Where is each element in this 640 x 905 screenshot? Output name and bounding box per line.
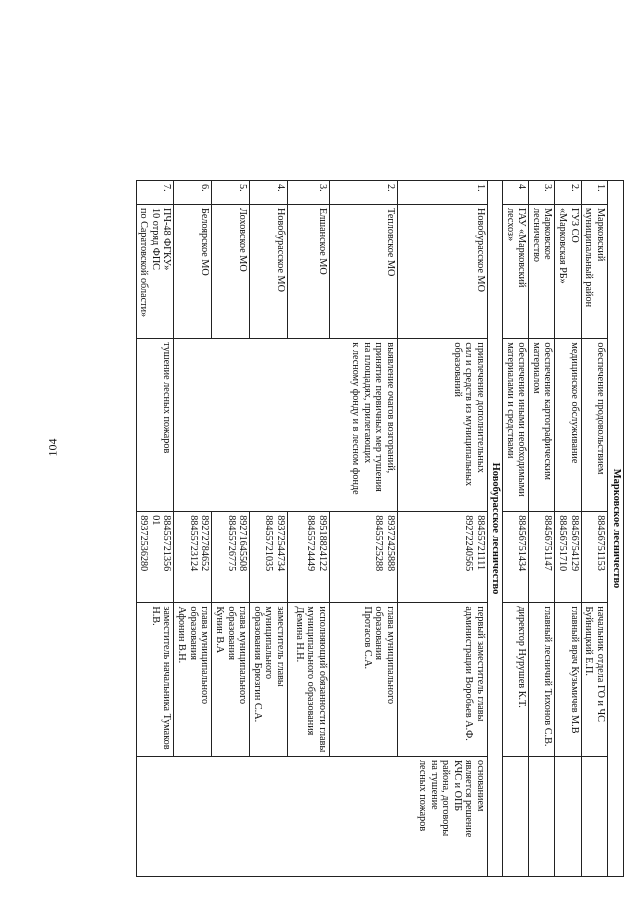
organization-cell: [555, 205, 581, 339]
cell-text-line: на площадях, прилегающих: [361, 342, 373, 464]
cell-text-line: лесхоз»: [504, 208, 516, 242]
cell-text-line: Лоховское МО: [237, 208, 249, 272]
cell-text-line: 10 отряд ФПС: [149, 208, 161, 270]
cell-text-line: 89372425888: [385, 515, 397, 572]
task-cell: [555, 339, 581, 512]
cell-text-line: 88455723124: [187, 515, 199, 572]
row-number-cell: 5.: [212, 181, 250, 205]
phone-cell: [555, 512, 581, 603]
row-number-cell: 1.: [581, 181, 607, 205]
phone-cell: [330, 512, 398, 603]
cell-text-line: администрации Воробьев А.Ф.: [463, 606, 475, 741]
organization-cell: [581, 205, 607, 339]
responsible-cell: [529, 603, 555, 757]
cell-text-line: КЧС и ОПБ: [451, 759, 463, 812]
cell-text-line: Елшанское МО: [317, 208, 329, 275]
cell-text-line: исполняющий обязанности главы: [317, 606, 329, 753]
cell-text-line: Белоярское МО: [199, 208, 211, 276]
phone-cell: [581, 512, 607, 603]
cell-text-line: 01: [149, 515, 161, 526]
row-number-cell: 1.: [398, 181, 488, 205]
cell-text-line: заместитель начальника Тумаков Н.В.: [149, 606, 173, 750]
cell-text-line: «Марковская РБ»: [557, 208, 569, 284]
task-cell: [136, 339, 174, 512]
cell-text-line: 88456751153: [595, 515, 606, 571]
cell-text-line: Тепловское МО: [385, 208, 397, 277]
organization-cell: [529, 205, 555, 339]
responsible-cell: [136, 603, 174, 757]
row-number-cell: 7.: [136, 181, 174, 205]
task-cell: [398, 339, 488, 512]
rotated-table-container: [92, 180, 624, 877]
section-title: Новобурасское лесничество: [488, 181, 503, 877]
cell-text-line: района, договоры: [440, 759, 452, 837]
cell-text-line: Кунин В.А: [213, 606, 225, 654]
cell-text-line: тушение лесных пожаров: [161, 342, 173, 454]
organization-cell: [136, 205, 174, 339]
cell-text-line: по Саратовской области»: [138, 208, 150, 318]
cell-text-line: 88455724449: [305, 515, 317, 572]
task-cell: [503, 339, 529, 512]
organization-cell: [503, 205, 529, 339]
section-header-row: [488, 181, 503, 877]
note-cell: [136, 756, 488, 876]
cell-text-line: Демина Н.Н.: [293, 606, 305, 663]
section-header-row: [608, 181, 624, 877]
responsible-cell: [212, 603, 250, 757]
responsible-cell: [503, 603, 529, 757]
cell-text-line: глава муниципального образования: [187, 606, 211, 705]
cell-text-line: Новобурасское МО: [275, 208, 287, 292]
cell-text-line: Буйницкий Е.П.: [583, 606, 595, 676]
phone-cell: [503, 512, 529, 603]
responsible-cell: [555, 603, 581, 757]
cell-text-line: 88456751710: [557, 515, 569, 572]
cell-text-line: 88455721356: [161, 515, 173, 572]
resources-table: [136, 180, 624, 877]
responsible-cell: [288, 603, 330, 757]
cell-text-line: 89271645508: [237, 515, 249, 572]
note-cell: [503, 756, 529, 876]
table-row: [581, 181, 607, 877]
row-number-cell: 4.: [250, 181, 288, 205]
cell-text-line: к лесному фонду и в лесном фонде: [350, 342, 362, 495]
responsible-cell: [581, 603, 607, 757]
cell-text-line: глава муниципального образования: [225, 606, 249, 705]
row-number-cell: 6.: [174, 181, 212, 205]
cell-text-line: главный лесничий Тихонов С.В.: [542, 606, 554, 747]
cell-text-line: главный врач Кузьмичев М.В: [568, 606, 580, 734]
row-number-cell: 4: [503, 181, 529, 205]
table-row: [555, 181, 581, 877]
page-number: 104: [45, 438, 60, 457]
cell-text-line: директор Нурушев К.Т.: [516, 606, 528, 708]
cell-text-line: 88455726775: [225, 515, 237, 572]
row-number-cell: 2.: [555, 181, 581, 205]
cell-text-line: 88455721111: [475, 515, 487, 571]
cell-text-line: глава муниципального образования: [373, 606, 397, 705]
organization-cell: [330, 205, 398, 339]
cell-text-line: выявление очагов возгораний,: [385, 342, 397, 474]
organization-cell: [174, 205, 212, 339]
cell-text-line: на тушение: [428, 759, 440, 810]
responsible-cell: [398, 603, 488, 757]
organization-cell: [212, 205, 250, 339]
cell-text-line: образования Брюзгин С.А.: [251, 606, 263, 723]
cell-text-line: Протасов С.А.: [361, 606, 373, 670]
cell-text-line: ГАУ «Марковский: [516, 208, 528, 288]
cell-text-line: 89272784652: [199, 515, 211, 572]
cell-text-line: 89272240565: [463, 515, 475, 572]
cell-text-line: ГУЗ СО: [568, 208, 580, 243]
phone-cell: [136, 512, 174, 603]
note-cell: [555, 756, 581, 876]
responsible-cell: [174, 603, 212, 757]
cell-text-line: основанием: [475, 759, 487, 812]
row-number-cell: 2.: [330, 181, 398, 205]
cell-text-line: 88456751147: [542, 515, 554, 571]
phone-cell: [212, 512, 250, 603]
cell-text-line: образований: [451, 342, 463, 397]
cell-text-line: обеспечение картографическим: [542, 342, 554, 480]
cell-text-line: привлечение дополнительных: [475, 342, 487, 473]
task-cell: [529, 339, 555, 512]
table-row: [529, 181, 555, 877]
row-number-cell: 3.: [529, 181, 555, 205]
organization-cell: [398, 205, 488, 339]
cell-text-line: Афонин В.Н.: [176, 606, 188, 664]
cell-text-line: лесных пожаров: [416, 759, 428, 832]
cell-text-line: материалами и средствами: [504, 342, 516, 459]
phone-cell: [288, 512, 330, 603]
task-cell: [174, 339, 398, 512]
cell-text-line: 88456751434: [516, 515, 528, 572]
cell-text-line: муниципальный район: [583, 208, 595, 308]
cell-text-line: заместитель главы муниципального: [263, 606, 287, 687]
phone-cell: [174, 512, 212, 603]
cell-text-line: первый заместитель главы: [475, 606, 487, 722]
cell-text-line: муниципального образования: [305, 606, 317, 736]
organization-cell: [288, 205, 330, 339]
cell-text-line: материалом: [530, 342, 542, 394]
cell-text-line: 89372536280: [138, 515, 150, 572]
responsible-cell: [250, 603, 288, 757]
cell-text-line: 88455725288: [373, 515, 385, 572]
cell-text-line: 89518824122: [317, 515, 329, 572]
note-cell: [529, 756, 555, 876]
cell-text-line: Марковский: [595, 208, 606, 262]
table-row: [503, 181, 529, 877]
cell-text-line: сил и средств из муниципальных: [463, 342, 475, 487]
phone-cell: [529, 512, 555, 603]
cell-text-line: лесничество: [530, 208, 542, 262]
cell-text-line: является решение: [463, 759, 475, 838]
cell-text-line: медицинское обслуживание: [568, 342, 580, 464]
row-number-cell: 3.: [288, 181, 330, 205]
table-row: [398, 181, 488, 877]
organization-cell: [250, 205, 288, 339]
cell-text-line: 88455721035: [263, 515, 275, 572]
cell-text-line: ПЧ-48 ФГКУ»: [161, 208, 173, 271]
cell-text-line: Новобурасское МО: [475, 208, 487, 292]
cell-text-line: 89372544734: [275, 515, 287, 572]
note-cell: [581, 756, 607, 876]
cell-text-line: Марковское: [542, 208, 554, 260]
responsible-cell: [330, 603, 398, 757]
cell-text-line: обеспечение иными необходимыми: [516, 342, 528, 497]
phone-cell: [250, 512, 288, 603]
section-title: Марковское лесничество: [608, 181, 624, 877]
cell-text-line: обеспечение продовольствием: [595, 342, 606, 475]
phone-cell: [398, 512, 488, 603]
cell-text-line: начальник отдела ГО и ЧС: [595, 606, 606, 722]
cell-text-line: 88456754129: [568, 515, 580, 572]
task-cell: [581, 339, 607, 512]
cell-text-line: принятие первичных мер тушения: [373, 342, 385, 492]
